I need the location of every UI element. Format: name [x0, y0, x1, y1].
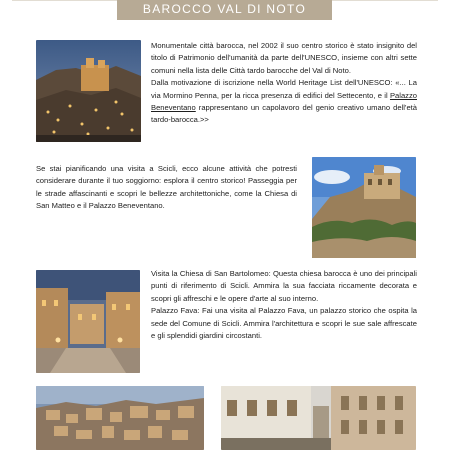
palazzo-beneventano-link[interactable]: Palazzo Beneventano: [151, 90, 417, 113]
section3-para2: Palazzo Fava: Fai una visita al Palazzo Fava, un palazzo storico che ospita la sede del Comune di Scicli. Ammira l'architettura e scopri le sue sale affrescate e gli splendidi giardini circostanti.: [151, 306, 417, 341]
photo-palazzo-facade: [221, 386, 416, 450]
section1-para2-start: Dalla motivazione di iscrizione nella World Heritage List dell'UNESCO: «... La via Mormino Penna, per la ricca presenza di edifici del Settecento, e il: [151, 78, 417, 100]
section3-para1: Visita la Chiesa di San Bartolomeo: Questa chiesa barocca è uno dei principali punti di riferimento di Scicli. Ammira la sua facciata riccamente decorata e scopri gli affreschi e le opere d'arte al suo interno.: [151, 269, 417, 303]
header-title: BAROCCO VAL DI NOTO: [117, 0, 332, 20]
section1-para1: Monumentale città barocca, nel 2002 il suo centro storico è stato insignito del titolo di Patrimonio dell'umanità da parte dell'UNESCO, insieme con altri sette comuni nella lista delle Città tardo barocche del Val di Noto.: [151, 41, 417, 75]
section2-para1: Se stai pianificando una visita a Scicli, ecco alcune attività che potresti considerare durante il tuo soggiorno: esplora il centro storico! Passeggia per le strade affascinanti e scopri le bellezze architettoniche, come la Chiesa di San Matteo e il Palazzo Beneventano.: [36, 164, 297, 211]
photo-town-panorama: [36, 386, 204, 450]
section1-para2-end: rappresentano un capolavoro del genio creativo umano dell'età tardo-barocca.>>: [151, 103, 417, 125]
photo-street-dusk: [36, 270, 140, 373]
section3-text: [151, 268, 417, 342]
section1-para2: [151, 77, 417, 127]
photo-chiesa-san-matteo: [312, 157, 416, 258]
section1-text: [151, 40, 417, 127]
photo-scicli-night: [36, 40, 141, 142]
section2-text: [36, 163, 297, 213]
